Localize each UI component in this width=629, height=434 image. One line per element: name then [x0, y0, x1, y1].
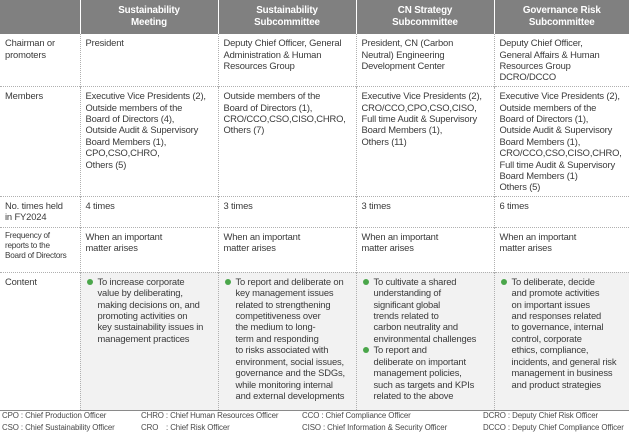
bullet-item [500, 276, 627, 390]
header-sustainability-meeting: Sustainability Meeting [80, 0, 218, 34]
table-cell: When an important matter arises [494, 227, 629, 272]
header-cn-strategy-subcommittee: CN Strategy Subcommittee [356, 0, 494, 34]
table-cell: Executive Vice Presidents (2), CRO/CCO,CPO,CSO,CISO, Full time Audit & Supervisory Board Members (1), Others (11) [356, 87, 494, 197]
bullet-item [86, 276, 215, 344]
legend-row [0, 422, 629, 434]
table-row-members [0, 87, 629, 197]
legend-entry-cro: CRO : Chief Risk Officer [141, 423, 230, 432]
header-blank [0, 0, 80, 34]
legend-row [0, 410, 629, 422]
legend-entry-dcro: DCRO : Deputy Chief Risk Officer [483, 411, 599, 420]
bullet-dot-icon [87, 279, 93, 285]
bullet-dot-icon [363, 347, 369, 353]
header-governance-risk-subcommittee: Governance Risk Subcommittee [494, 0, 629, 34]
table-cell: Deputy Chief Officer, General Affairs & Human Resources Group DCRO/DCCO [494, 34, 629, 87]
table-cell: President [80, 34, 218, 87]
content-cell [218, 272, 356, 410]
table-row-chairman [0, 34, 629, 87]
content-cell [80, 272, 218, 410]
row-label-content: Content [0, 272, 80, 410]
legend-entry-cpo: CPO : Chief Production Officer [2, 411, 107, 420]
bullet-text: To cultivate a shared understanding of significant global trends related to carbon neutrality and environmental challenges [373, 275, 477, 344]
table-cell: Executive Vice Presidents (2), Outside members of the Board of Directors (4), Outside Audit & Supervisory Board Members (1), CPO,CSO,CHRO, Others (5) [80, 87, 218, 197]
row-label-times: No. times held in FY2024 [0, 196, 80, 227]
header-row [0, 0, 629, 34]
table-row-times [0, 196, 629, 227]
table-cell: 4 times [80, 196, 218, 227]
bullet-item [224, 276, 353, 401]
legend-entry-ciso: CISO : Chief Information & Security Officer [302, 423, 448, 432]
bullet-text: To report and deliberate on important management policies, such as targets and KPIs related to the above [373, 344, 475, 401]
bullet-item [362, 276, 491, 344]
table-cell: Outside members of the Board of Directors (1), CRO/CCO,CSO,CISO,CHRO, Others (7) [218, 87, 356, 197]
bullet-dot-icon [225, 279, 231, 285]
table-cell: When an important matter arises [356, 227, 494, 272]
row-label-frequency: Frequency of reports to the Board of Directors [0, 227, 80, 272]
bullet-text: To increase corporate value by deliberating, making decisions on, and promoting activities on key sustainability issues in management practices [97, 275, 204, 344]
table-cell: When an important matter arises [80, 227, 218, 272]
table-cell: 6 times [494, 196, 629, 227]
row-label-members: Members [0, 87, 80, 197]
table-cell: When an important matter arises [218, 227, 356, 272]
content-cell [356, 272, 494, 410]
bullet-dot-icon [363, 279, 369, 285]
abbreviation-legend [0, 410, 629, 434]
table-cell: 3 times [356, 196, 494, 227]
content-cell [494, 272, 629, 410]
table-cell: 3 times [218, 196, 356, 227]
table-row-content [0, 272, 629, 410]
table-cell: Deputy Chief Officer, General Administration & Human Resources Group [218, 34, 356, 87]
bullet-item [362, 344, 491, 401]
bullet-text: To deliberate, decide and promote activities on important issues and responses related to governance, internal control, corporate ethics, compliance, incidents, and general risk management in business and product strategies [511, 275, 617, 390]
legend-entry-dcco: DCCO : Deputy Chief Compliance Officer [483, 423, 624, 432]
legend-entry-cso: CSO : Chief Sustainability Officer [2, 423, 115, 432]
legend-entry-chro: CHRO : Chief Human Resources Officer [141, 411, 279, 420]
table-cell: Executive Vice Presidents (2), Outside members of the Board of Directors (1), Outside Audit & Supervisory Board Members (1), CRO/CCO,CSO,CISO,CHRO, Full time Audit & Supervisory Board Members (1) Others (5) [494, 87, 629, 197]
table-cell: President, CN (Carbon Neutral) Engineering Development Center [356, 34, 494, 87]
bullet-text: To report and deliberate on key management issues related to strengthening competitiveness over the medium to long- term and responding to risks associated with environment, social issues, governance and the SDGs, while monitoring internal and external developments [235, 275, 345, 401]
legend-entry-cco: CCO : Chief Compliance Officer [302, 411, 411, 420]
header-sustainability-subcommittee: Sustainability Subcommittee [218, 0, 356, 34]
table-row-frequency [0, 227, 629, 272]
bullet-dot-icon [501, 279, 507, 285]
row-label-chairman: Chairman or promoters [5, 37, 55, 60]
